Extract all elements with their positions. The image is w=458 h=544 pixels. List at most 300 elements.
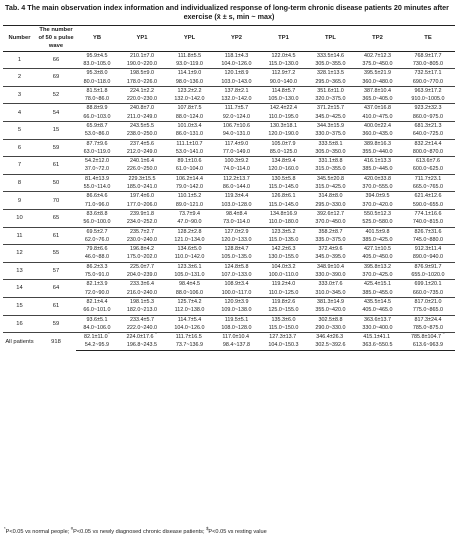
patient-number: 8 bbox=[3, 174, 36, 192]
mean-cell: 124.8±5.8 bbox=[213, 262, 260, 271]
range-cell: 83.0~105.0 bbox=[83, 60, 111, 67]
all-mean-value: 117.0±10.4 bbox=[222, 334, 249, 341]
range-cell: 204.0~239.0 bbox=[126, 272, 158, 279]
mean-cell: 54.2±12.0 bbox=[76, 157, 118, 166]
range-cell: 108.0~128.0 bbox=[221, 324, 252, 331]
range-cell: 305.0~350.0 bbox=[315, 148, 346, 155]
range-cell: 234.0~252.0 bbox=[126, 219, 158, 226]
range-cell: 370.0~425.0 bbox=[362, 272, 393, 279]
range-cell: 66.0~101.0 bbox=[83, 307, 111, 314]
mean-cell: 95.9±4.5 bbox=[76, 51, 118, 60]
mean-cell: 358.2±8.7 bbox=[307, 227, 354, 236]
significance-marker: * bbox=[296, 332, 298, 336]
significance-marker: *# bbox=[153, 332, 158, 336]
footnote-text-2: P<0.05 vs newly diagnosed chronic disease patients; bbox=[73, 529, 207, 535]
mean-cell: 119.3±4.4 bbox=[213, 192, 260, 201]
all-mean-cell bbox=[307, 333, 354, 342]
range-cell: 115.0~145.0 bbox=[268, 201, 299, 208]
mean-cell: 106.7±10.6 bbox=[213, 121, 260, 130]
mean-cell: 88.8±9.9 bbox=[76, 104, 118, 113]
all-mean-cell bbox=[401, 333, 455, 342]
mean-cell: 345.5±20.8 bbox=[307, 174, 354, 183]
mean-cell: 371.2±15.7 bbox=[307, 104, 354, 113]
mean-cell: 89.1±10.6 bbox=[166, 157, 213, 166]
mean-cell: 333.0±7.6 bbox=[307, 280, 354, 289]
mean-cell: 108.9±3.4 bbox=[213, 280, 260, 289]
range-cell: 90.0~140.0 bbox=[269, 78, 298, 85]
range-cell: 80.0~118.0 bbox=[83, 78, 111, 85]
mean-cell: 826.7±31.6 bbox=[401, 227, 455, 236]
range-cell: 775.0~865.0 bbox=[412, 307, 444, 314]
mean-cell: 229.3±15.5 bbox=[118, 174, 166, 183]
significance-marker: * bbox=[201, 332, 204, 336]
range-cell: 405.0~465.0 bbox=[362, 307, 393, 314]
table-row bbox=[3, 315, 455, 324]
mean-cell: 420.0±33.8 bbox=[354, 174, 401, 183]
mean-cell: 416.1±13.3 bbox=[354, 157, 401, 166]
mean-cell: 104.0±3.2 bbox=[260, 262, 307, 271]
table-row bbox=[3, 139, 455, 148]
mean-cell: 112.2±13.7 bbox=[213, 174, 260, 183]
patient-number: 10 bbox=[3, 209, 36, 227]
all-mean-value: 111.7±16.5 bbox=[175, 334, 202, 341]
mean-cell: 73.7±9.4 bbox=[166, 209, 213, 218]
all-patients-label: All patients bbox=[3, 333, 36, 351]
pulse-wave-count: 70 bbox=[36, 192, 76, 210]
range-cell: 112.0~138.0 bbox=[174, 307, 205, 314]
range-cell: 640.0~725.0 bbox=[412, 131, 444, 138]
range-cell: 295.0~330.0 bbox=[315, 201, 346, 208]
mean-cell: 437.0±16.8 bbox=[354, 104, 401, 113]
mean-cell: 134.8±9.4 bbox=[260, 157, 307, 166]
table-body bbox=[3, 51, 455, 350]
mean-cell: 142.4±22.4 bbox=[260, 104, 307, 113]
table-row bbox=[3, 227, 455, 236]
range-cell: 56.0~100.0 bbox=[83, 219, 111, 226]
range-cell: 655.0~1020.0 bbox=[411, 272, 445, 279]
all-range-cell: 196.8~243.5 bbox=[118, 341, 166, 350]
range-cell: 785.0~875.0 bbox=[412, 324, 444, 331]
header-tpl: TPL bbox=[307, 26, 354, 52]
mean-cell: 111.7±5.7 bbox=[213, 104, 260, 113]
range-cell: 345.0~395.0 bbox=[315, 254, 346, 261]
range-cell: 100.0~117.0 bbox=[221, 289, 252, 296]
mean-cell: 110.1±5.2 bbox=[166, 192, 213, 201]
range-cell: 220.0~230.0 bbox=[126, 96, 158, 103]
all-mean-value: 785.8±104.7 bbox=[411, 334, 441, 341]
mean-cell: 142.2±6.3 bbox=[260, 245, 307, 254]
range-cell: 86.0~131.0 bbox=[175, 131, 204, 138]
mean-cell: 832.2±14.4 bbox=[401, 139, 455, 148]
range-cell: 79.0~142.0 bbox=[175, 184, 204, 191]
mean-cell: 328.1±13.5 bbox=[307, 69, 354, 78]
all-mean-value: 346.4±26.3 bbox=[316, 334, 344, 341]
mean-cell: 711.7±23.1 bbox=[401, 174, 455, 183]
mean-cell: 126.8±6.1 bbox=[260, 192, 307, 201]
mean-cell: 69.5±2.7 bbox=[76, 227, 118, 236]
mean-cell: 351.6±11.0 bbox=[307, 86, 354, 95]
all-range-cell: 104.0~150.3 bbox=[260, 341, 307, 350]
range-cell: 910.0~1005.0 bbox=[411, 96, 445, 103]
all-mean-cell bbox=[118, 333, 166, 342]
range-cell: 53.0~86.0 bbox=[84, 131, 110, 138]
mean-cell: 224.1±2.2 bbox=[118, 86, 166, 95]
all-mean-value: 127.3±13.7 bbox=[269, 334, 297, 341]
range-cell: 104.0~126.0 bbox=[221, 60, 252, 67]
patient-number: 4 bbox=[3, 104, 36, 122]
table-row bbox=[3, 157, 455, 166]
range-cell: 103.0~128.0 bbox=[221, 201, 252, 208]
mean-cell: 550.5±12.3 bbox=[354, 209, 401, 218]
patient-number: 15 bbox=[3, 297, 36, 315]
mean-cell: 134.8±16.9 bbox=[260, 209, 307, 218]
mean-cell: 363.6±13.7 bbox=[354, 315, 401, 324]
mean-cell: 613.6±7.6 bbox=[401, 157, 455, 166]
header-tp2: TP2 bbox=[354, 26, 401, 52]
caption-line-2: exercise (x̄ ± s, min ~ max) bbox=[183, 12, 275, 21]
footnote-marker-2: # bbox=[70, 526, 74, 531]
mean-cell: 389.8±16.3 bbox=[354, 139, 401, 148]
range-cell: 238.0~250.0 bbox=[126, 131, 158, 138]
patient-number: 6 bbox=[3, 139, 36, 157]
all-mean-value: 415.1±41.1 bbox=[363, 334, 391, 341]
range-cell: 98.0~136.0 bbox=[175, 78, 204, 85]
header-ypl: YPL bbox=[166, 26, 213, 52]
mean-cell: 817.0±21.0 bbox=[401, 297, 455, 306]
range-cell: 226.0~250.0 bbox=[126, 166, 158, 173]
range-cell: 72.0~90.0 bbox=[84, 289, 110, 296]
mean-cell: 699.1±20.1 bbox=[401, 280, 455, 289]
mean-cell: 137.8±2.1 bbox=[213, 86, 260, 95]
range-cell: 222.0~240.0 bbox=[126, 324, 158, 331]
mean-cell: 119.8±2.6 bbox=[260, 297, 307, 306]
range-cell: 315.0~425.0 bbox=[315, 184, 346, 191]
mean-cell: 239.9±1.8 bbox=[118, 209, 166, 218]
mean-cell: 348.9±10.4 bbox=[307, 262, 354, 271]
range-cell: 405.0~450.0 bbox=[362, 254, 393, 261]
range-cell: 66.0~103.0 bbox=[83, 113, 111, 120]
mean-cell: 344.3±15.9 bbox=[307, 121, 354, 130]
footnote-marker-3: $ bbox=[206, 526, 209, 531]
range-cell: 335.0~375.0 bbox=[315, 236, 346, 243]
mean-cell: 210.1±7.0 bbox=[118, 51, 166, 60]
mean-cell: 392.6±12.7 bbox=[307, 209, 354, 218]
mean-cell: 123.2±2.2 bbox=[166, 86, 213, 95]
pulse-wave-count: 55 bbox=[36, 245, 76, 263]
range-cell: 62.0~76.0 bbox=[84, 236, 110, 243]
all-range-cell: 73.7~136.9 bbox=[166, 341, 213, 350]
header-yb: YB bbox=[76, 26, 118, 52]
all-range-cell: 98.4~137.8 bbox=[213, 341, 260, 350]
range-cell: 600.0~625.0 bbox=[412, 166, 444, 173]
table-row-all bbox=[3, 333, 455, 342]
range-cell: 330.0~400.0 bbox=[362, 324, 393, 331]
pulse-wave-count: 65 bbox=[36, 209, 76, 227]
range-cell: 77.0~149.0 bbox=[222, 148, 251, 155]
pulse-wave-count: 15 bbox=[36, 121, 76, 139]
range-cell: 92.0~124.0 bbox=[222, 113, 251, 120]
range-cell: 93.0~119.0 bbox=[176, 60, 203, 67]
mean-cell: 120.9±3.9 bbox=[213, 297, 260, 306]
range-cell: 860.0~975.0 bbox=[412, 113, 444, 120]
range-cell: 590.0~655.0 bbox=[412, 201, 444, 208]
table-row bbox=[3, 262, 455, 271]
range-cell: 125.0~155.0 bbox=[268, 307, 299, 314]
mean-cell: 402.7±12.3 bbox=[354, 51, 401, 60]
mean-cell: 768.9±17.7 bbox=[401, 51, 455, 60]
header-yp1: YP1 bbox=[118, 26, 166, 52]
table-footnote bbox=[4, 526, 454, 536]
range-cell: 740.0~815.0 bbox=[412, 219, 444, 226]
mean-cell: 425.4±15.1 bbox=[354, 280, 401, 289]
mean-cell: 401.5±9.8 bbox=[354, 227, 401, 236]
range-cell: 107.0~133.0 bbox=[221, 272, 252, 279]
range-cell: 105.0~130.0 bbox=[268, 96, 299, 103]
patient-number: 14 bbox=[3, 280, 36, 298]
table-row bbox=[3, 121, 455, 130]
range-cell: 109.0~138.0 bbox=[221, 307, 252, 314]
all-mean-cell bbox=[260, 333, 307, 342]
range-cell: 75.0~91.0 bbox=[84, 272, 110, 279]
header-tp1: TP1 bbox=[260, 26, 307, 52]
table-row bbox=[3, 86, 455, 95]
mean-cell: 122.0±4.5 bbox=[260, 51, 307, 60]
all-range-cell: 54.2~95.9 bbox=[76, 341, 118, 350]
mean-cell: 225.0±7.7 bbox=[118, 262, 166, 271]
footnote-text-1: P<0.05 vs normal people; bbox=[5, 529, 71, 535]
mean-cell: 83.6±8.8 bbox=[76, 209, 118, 218]
significance-marker: *# bbox=[440, 332, 445, 336]
range-cell: 370.0~420.0 bbox=[362, 201, 393, 208]
mean-cell: 120.1±8.9 bbox=[213, 69, 260, 78]
range-cell: 104.0~126.0 bbox=[174, 324, 205, 331]
mean-cell: 394.0±9.5 bbox=[354, 192, 401, 201]
mean-cell: 98.4±4.5 bbox=[166, 280, 213, 289]
mean-cell: 331.1±8.8 bbox=[307, 157, 354, 166]
pulse-wave-count: 61 bbox=[36, 157, 76, 175]
mean-cell: 125.7±4.2 bbox=[166, 297, 213, 306]
range-cell: 305.0~355.0 bbox=[315, 60, 346, 67]
all-range-cell: 363.6~550.5 bbox=[354, 341, 401, 350]
range-cell: 84.0~106.0 bbox=[83, 324, 111, 331]
range-cell: 88.0~106.0 bbox=[175, 289, 204, 296]
pulse-wave-count: 59 bbox=[36, 315, 76, 333]
pulse-wave-count: 59 bbox=[36, 139, 76, 157]
range-cell: 86.0~144.0 bbox=[222, 184, 251, 191]
all-mean-cell bbox=[76, 333, 118, 342]
table-row bbox=[3, 69, 455, 78]
mean-cell: 333.5±14.6 bbox=[307, 51, 354, 60]
mean-cell: 118.1±4.3 bbox=[213, 51, 260, 60]
range-cell: 130.0~155.0 bbox=[268, 254, 299, 261]
mean-cell: 314.8±8.0 bbox=[307, 192, 354, 201]
mean-cell: 128.8±4.7 bbox=[213, 245, 260, 254]
patient-number: 1 bbox=[3, 51, 36, 69]
range-cell: 120.0~133.0 bbox=[221, 236, 252, 243]
mean-cell: 198.5±9.0 bbox=[118, 69, 166, 78]
range-cell: 85.0~125.0 bbox=[269, 148, 298, 155]
mean-cell: 128.2±2.8 bbox=[166, 227, 213, 236]
mean-cell: 114.8±5.7 bbox=[260, 86, 307, 95]
mean-cell: 395.8±13.2 bbox=[354, 262, 401, 271]
caption-line-1: Tab. 4 The main observation index information and individualized response of long-term chronic disease patients 20 minutes after bbox=[5, 3, 449, 12]
mean-cell: 196.8±4.2 bbox=[118, 245, 166, 254]
range-cell: 73.0~114.0 bbox=[223, 219, 250, 226]
mean-cell: 111.1±10.7 bbox=[166, 139, 213, 148]
range-cell: 890.0~940.0 bbox=[412, 254, 444, 261]
mean-cell: 395.5±21.9 bbox=[354, 69, 401, 78]
mean-cell: 912.3±11.4 bbox=[401, 245, 455, 254]
pulse-wave-count: 52 bbox=[36, 86, 76, 104]
header-pulse-count: The number of 50 s pulse wave bbox=[36, 26, 76, 52]
mean-cell: 233.3±6.4 bbox=[118, 280, 166, 289]
all-mean-cell bbox=[166, 333, 213, 342]
range-cell: 211.0~249.0 bbox=[127, 113, 157, 120]
range-cell: 115.0~145.0 bbox=[268, 184, 299, 191]
range-cell: 660.0~735.0 bbox=[412, 289, 444, 296]
mean-cell: 197.4±6.0 bbox=[118, 192, 166, 201]
mean-cell: 387.8±10.4 bbox=[354, 86, 401, 95]
mean-cell: 774.1±16.6 bbox=[401, 209, 455, 218]
range-cell: 730.0~805.0 bbox=[412, 60, 444, 67]
range-cell: 120.0~160.0 bbox=[268, 166, 299, 173]
range-cell: 175.0~202.0 bbox=[126, 254, 158, 261]
range-cell: 115.0~150.0 bbox=[268, 324, 299, 331]
patient-number: 16 bbox=[3, 315, 36, 333]
pulse-wave-count: 64 bbox=[36, 280, 76, 298]
range-cell: 290.0~330.0 bbox=[315, 324, 346, 331]
range-cell: 360.0~435.0 bbox=[362, 131, 393, 138]
mean-cell: 372.4±9.6 bbox=[307, 245, 354, 254]
range-cell: 132.0~142.0 bbox=[221, 96, 252, 103]
range-cell: 360.0~480.0 bbox=[362, 78, 393, 85]
range-cell: 320.0~375.0 bbox=[315, 96, 346, 103]
pulse-wave-count: 61 bbox=[36, 227, 76, 245]
mean-cell: 400.0±22.4 bbox=[354, 121, 401, 130]
all-patients-count: 918 bbox=[36, 333, 76, 351]
table-row bbox=[3, 245, 455, 254]
mean-cell: 123.3±5.2 bbox=[260, 227, 307, 236]
range-cell: 212.0~249.0 bbox=[126, 148, 158, 155]
range-cell: 230.0~240.0 bbox=[126, 236, 158, 243]
mean-cell: 119.5±5.1 bbox=[213, 315, 260, 324]
range-cell: 310.0~345.0 bbox=[315, 289, 346, 296]
range-cell: 385.0~455.0 bbox=[362, 289, 393, 296]
mean-cell: 82.1±4.4 bbox=[76, 297, 118, 306]
range-cell: 345.0~425.0 bbox=[315, 113, 346, 120]
mean-cell: 302.5±8.8 bbox=[307, 315, 354, 324]
range-cell: 78.0~86.0 bbox=[84, 96, 110, 103]
mean-cell: 114.7±5.4 bbox=[166, 315, 213, 324]
range-cell: 365.0~405.0 bbox=[362, 96, 393, 103]
range-cell: 190.0~220.0 bbox=[126, 60, 158, 67]
range-cell: 665.0~765.0 bbox=[412, 184, 444, 191]
table-row bbox=[3, 104, 455, 113]
mean-cell: 82.1±3.9 bbox=[76, 280, 118, 289]
data-table bbox=[3, 25, 455, 351]
range-cell: 46.0~88.0 bbox=[84, 254, 110, 261]
pulse-wave-count: 57 bbox=[36, 262, 76, 280]
all-range-cell: 302.5~392.6 bbox=[307, 341, 354, 350]
all-mean-value: 224.0±17.6 bbox=[126, 334, 154, 341]
mean-cell: 112.9±7.2 bbox=[260, 69, 307, 78]
range-cell: 115.0~130.0 bbox=[268, 60, 299, 67]
range-cell: 216.0~240.0 bbox=[126, 289, 158, 296]
patient-number: 12 bbox=[3, 245, 36, 263]
range-cell: 74.0~114.0 bbox=[223, 166, 250, 173]
mean-cell: 923.2±32.3 bbox=[401, 104, 455, 113]
mean-cell: 333.5±8.1 bbox=[307, 139, 354, 148]
range-cell: 94.0~131.0 bbox=[222, 131, 251, 138]
range-cell: 525.0~580.0 bbox=[362, 219, 393, 226]
range-cell: 330.0~375.0 bbox=[315, 131, 346, 138]
range-cell: 110.0~125.0 bbox=[268, 289, 299, 296]
mean-cell: 107.8±7.5 bbox=[166, 104, 213, 113]
range-cell: 120.0~190.0 bbox=[268, 131, 299, 138]
range-cell: 55.0~114.0 bbox=[83, 184, 111, 191]
table-row bbox=[3, 209, 455, 218]
range-cell: 100.0~110.0 bbox=[268, 272, 299, 279]
mean-cell: 111.8±5.5 bbox=[166, 51, 213, 60]
table-row bbox=[3, 192, 455, 201]
significance-marker: * bbox=[248, 332, 251, 336]
range-cell: 88.0~124.0 bbox=[175, 113, 204, 120]
footnote-text-3: P<0.05 vs resting value bbox=[208, 529, 267, 535]
mean-cell: 876.9±91.7 bbox=[401, 262, 455, 271]
mean-cell: 243.5±5.5 bbox=[118, 121, 166, 130]
table-row bbox=[3, 280, 455, 289]
all-range-cell: 613.6~963.9 bbox=[401, 341, 455, 350]
table-row bbox=[3, 174, 455, 183]
significance-marker: # bbox=[107, 332, 110, 336]
patient-number: 7 bbox=[3, 157, 36, 175]
mean-cell: 134.6±5.0 bbox=[166, 245, 213, 254]
mean-cell: 81.5±1.8 bbox=[76, 86, 118, 95]
range-cell: 410.0~475.0 bbox=[362, 113, 393, 120]
mean-cell: 127.0±2.9 bbox=[213, 227, 260, 236]
mean-cell: 79.8±6.6 bbox=[76, 245, 118, 254]
mean-cell: 198.1±5.3 bbox=[118, 297, 166, 306]
range-cell: 63.0~119.0 bbox=[83, 148, 111, 155]
mean-cell: 100.3±9.2 bbox=[213, 157, 260, 166]
mean-cell: 963.9±17.2 bbox=[401, 86, 455, 95]
mean-cell: 233.4±5.7 bbox=[118, 315, 166, 324]
range-cell: 185.0~241.0 bbox=[126, 184, 158, 191]
mean-cell: 98.4±8.4 bbox=[213, 209, 260, 218]
range-cell: 71.0~96.0 bbox=[84, 201, 110, 208]
range-cell: 355.0~420.0 bbox=[315, 307, 346, 314]
mean-cell: 681.3±21.3 bbox=[401, 121, 455, 130]
range-cell: 315.0~355.0 bbox=[315, 166, 346, 173]
mean-cell: 237.4±5.6 bbox=[118, 139, 166, 148]
mean-cell: 130.3±18.1 bbox=[260, 121, 307, 130]
significance-marker: * bbox=[343, 332, 345, 336]
range-cell: 330.0~390.0 bbox=[315, 272, 346, 279]
mean-cell: 732.5±17.1 bbox=[401, 69, 455, 78]
range-cell: 177.0~206.0 bbox=[126, 201, 158, 208]
mean-cell: 86.2±3.3 bbox=[76, 262, 118, 271]
mean-cell: 65.9±8.7 bbox=[76, 121, 118, 130]
pulse-wave-count: 61 bbox=[36, 297, 76, 315]
range-cell: 132.0~142.0 bbox=[174, 96, 205, 103]
range-cell: 110.0~180.0 bbox=[268, 219, 299, 226]
mean-cell: 119.2±4.0 bbox=[260, 280, 307, 289]
patient-number: 13 bbox=[3, 262, 36, 280]
range-cell: 37.0~72.0 bbox=[84, 166, 110, 173]
range-cell: 110.0~195.0 bbox=[268, 113, 299, 120]
table-row bbox=[3, 297, 455, 306]
range-cell: 385.0~445.0 bbox=[362, 166, 393, 173]
